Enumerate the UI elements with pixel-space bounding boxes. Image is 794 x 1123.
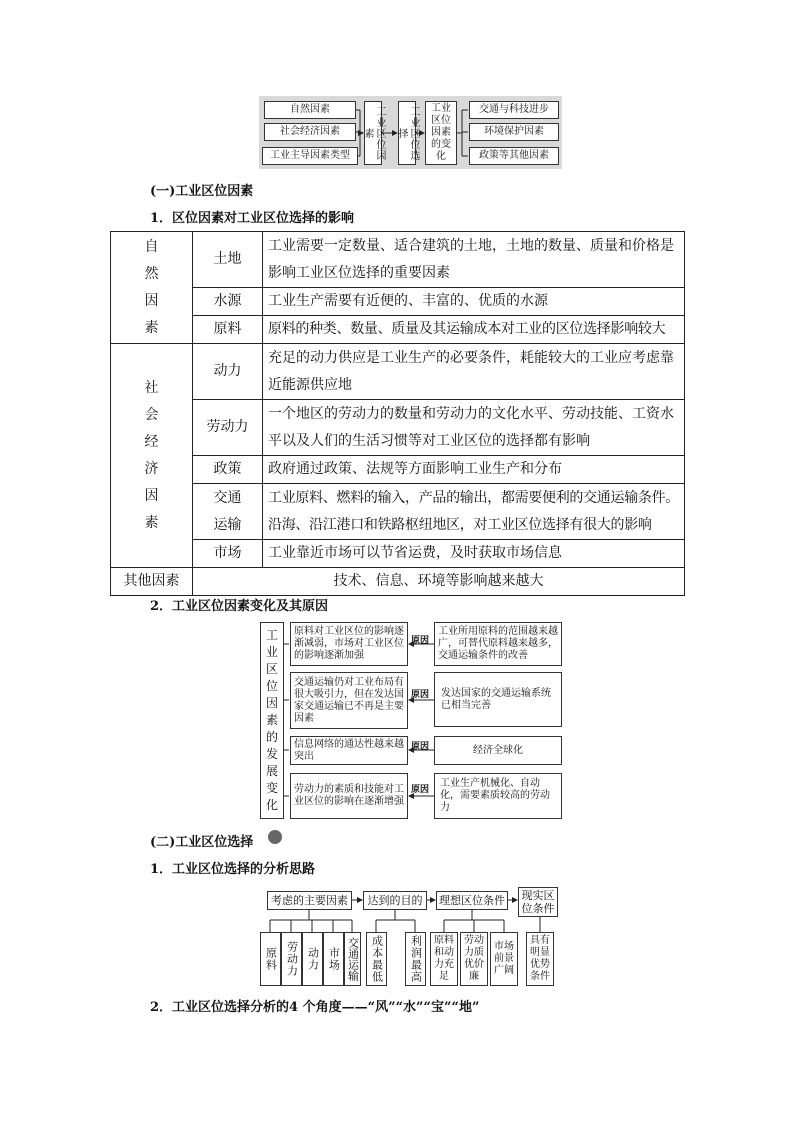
other-category: 其他因素 (111, 568, 193, 596)
section-1-heading: (一)工业区位因素 (150, 184, 254, 199)
cond-market: 市场前景广阔 (490, 932, 518, 986)
cond-labor: 劳动力质优价廉 (460, 932, 488, 986)
desc-cell: 一个地区的劳动力的数量和劳动力的文化水平、劳动技能、工资水平以及人们的生活习惯等对工业区位的选择都有影响 (263, 400, 685, 456)
section-2-heading: (二)工业区位选择 (150, 835, 254, 850)
input-dominant: 工业主导因素类型 (262, 147, 358, 165)
table-row (111, 456, 685, 484)
location-factors-table (110, 231, 685, 596)
output-environment: 环境保护因素 (469, 123, 559, 141)
table-row (111, 484, 685, 540)
natural-category: 自然因素 (111, 232, 193, 344)
table-row (111, 288, 685, 316)
reason-box-2: 发达国家的交通运输系统已相当完善 (434, 672, 562, 727)
change-title-box: 工业区位因素的发展变化 (260, 622, 284, 819)
change-box-4: 劳动力的素质和技能对工业区位的影响在逐渐增强 (290, 773, 408, 819)
output-policy: 政策等其他因素 (469, 147, 559, 165)
reason-tag-3: 原因 (411, 742, 430, 752)
factor-cell: 交通运输 (193, 484, 263, 540)
flow-reality-box: 现实区位条件 (518, 887, 558, 917)
box-factor-change: 工业区位因素的变化 (425, 101, 457, 165)
factor-raw-material: 原料 (260, 932, 281, 986)
table-row (111, 400, 685, 456)
factor-cell: 政策 (193, 456, 263, 484)
factor-power: 动力 (302, 932, 323, 986)
box-location-factors: 工业区位因素 (364, 101, 382, 165)
goal-min-cost: 成本最低 (366, 932, 387, 986)
reason-tag-2: 原因 (411, 690, 430, 700)
table-row (111, 540, 685, 568)
section-1-sub1: 1．区位因素对工业区位选择的影响 (150, 211, 355, 226)
desc-cell: 充足的动力供应是工业生产的必要条件，耗能较大的工业应考虑靠近能源供应地 (263, 344, 685, 400)
flow-goal-box: 达到的目的 (363, 891, 427, 910)
table-row (111, 232, 685, 288)
factor-cell: 原料 (193, 316, 263, 344)
bullet-dot-icon (268, 830, 282, 844)
factor-cell: 市场 (193, 540, 263, 568)
table-row (111, 344, 685, 400)
output-transport: 交通与科技进步 (469, 101, 559, 119)
factor-market: 市场 (323, 932, 344, 986)
reason-tag-4: 原因 (411, 785, 430, 795)
section-2-sub1: 1．工业区位选择的分析思路 (150, 862, 316, 877)
factor-transport: 交通运输 (344, 932, 361, 986)
reason-box-4: 工业生产机械化、自动化，需要素质较高的劳动力 (434, 773, 562, 819)
change-box-1: 原料对工业区位的影响逐渐减弱，市场对工业区位的影响逐渐加强 (290, 622, 408, 666)
input-social: 社会经济因素 (264, 123, 356, 141)
change-box-3: 信息网络的通达性越来越突出 (290, 736, 408, 765)
reason-box-1: 工业所用原料的范围越来越广，可替代原料越来越多，交通运输条件的改善 (434, 622, 562, 666)
cond-materials: 原料和动力充足 (430, 932, 458, 986)
section-2-sub2: 2．工业区位选择分析的4 个角度——“风”“水”“宝”“地” (150, 1000, 480, 1015)
flow-factors-box: 考虑的主要因素 (267, 891, 352, 910)
goal-max-profit: 利润最高 (405, 932, 426, 986)
reality-advantage: 具有明显优势条件 (526, 932, 554, 986)
social-category: 社会经济因素 (111, 344, 193, 568)
factor-cell: 土地 (193, 232, 263, 288)
desc-cell: 工业生产需要有近便的、丰富的、优质的水源 (263, 288, 685, 316)
section-1-sub2: 2．工业区位因素变化及其原因 (150, 599, 329, 614)
desc-cell: 原料的种类、数量、质量及其运输成本对工业的区位选择影响较大 (263, 316, 685, 344)
change-box-2: 交通运输仍对工业布局有很大吸引力，但在发达国家交通运输已不再是主要因素 (290, 672, 408, 729)
desc-cell: 工业靠近市场可以节省运费，及时获取市场信息 (263, 540, 685, 568)
box-location-choice: 工业区位选择 (398, 101, 416, 165)
table-row (111, 568, 685, 596)
flow-ideal-box: 理想区位条件 (436, 891, 508, 910)
input-natural: 自然因素 (264, 101, 356, 119)
desc-cell: 工业需要一定数量、适合建筑的土地，土地的数量、质量和价格是影响工业区位选择的重要因素 (263, 232, 685, 288)
desc-cell: 政府通过政策、法规等方面影响工业生产和分布 (263, 456, 685, 484)
table-row (111, 316, 685, 344)
desc-cell: 工业原料、燃料的输入，产品的输出，都需要便利的交通运输条件。沿海、沿江港口和铁路枢纽地区，对工业区位选择有很大的影响 (263, 484, 685, 540)
factor-cell: 水源 (193, 288, 263, 316)
other-desc: 技术、信息、环境等影响越来越大 (193, 568, 685, 596)
reason-tag-1: 原因 (411, 636, 430, 646)
reason-box-3: 经济全球化 (434, 736, 562, 765)
factor-cell: 劳动力 (193, 400, 263, 456)
factor-cell: 动力 (193, 344, 263, 400)
factor-labor: 劳动力 (281, 932, 302, 986)
